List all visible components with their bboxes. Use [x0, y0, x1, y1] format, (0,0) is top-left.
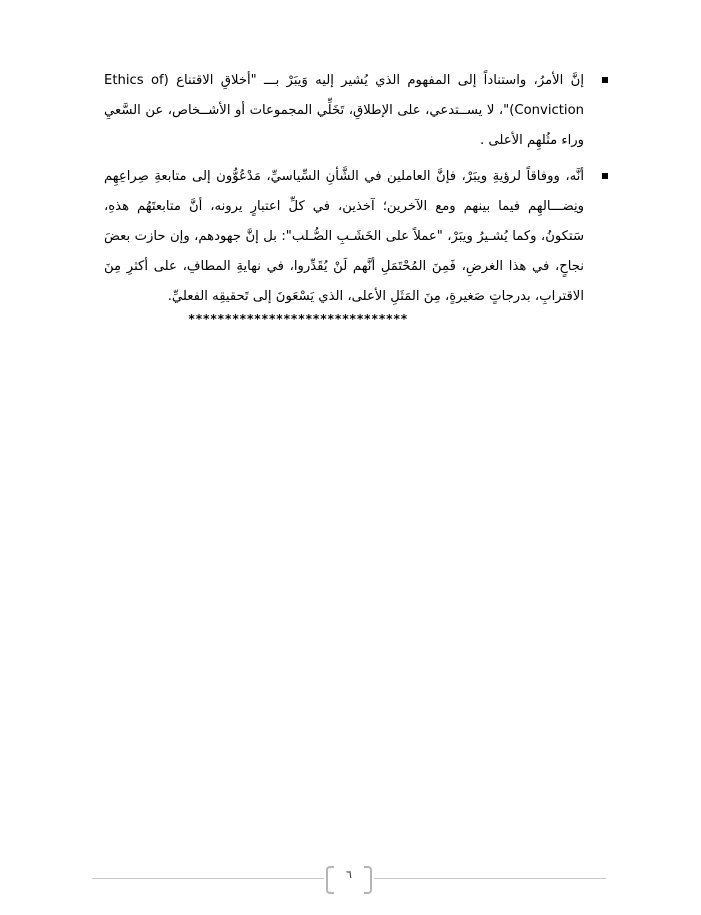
bullet-list [104, 66, 584, 312]
document-body [104, 66, 584, 318]
bullet-text: إنَّ الأمرُ، واستناداً إلى المفهوم الذي يُشير إليه وَيبَرْ بـــ "أخلاقِ الاقتناع (Ethics of Conviction)"، لا يســتدعي، على الإطلاقِ، تَخَلِّي المجموعات أو الأشــخاص، عن السَّعيِ وراء مثُلهِم الأعلى . [104, 73, 584, 148]
bullet-item [104, 66, 584, 156]
square-bullet-icon [602, 77, 608, 83]
bullet-text: أنَّه، ووفاقاً لرؤيةِ ويبَرْ، فإنَّ العاملين في الشَّأنِ السِّياسيِّ، مَدْعُوُّون إلى متابعةِ صِراعِهِم ونِضـــالهِم فيما بينهم ومع الآخرين؛ آخذين، في كلِّ اعتبارٍ يرونه، أنَّ متابعتَهُم هذهِ، سَتكونُ، وكما يُشـيرُ ويبَرْ، "عملاً على الخَشَـبِ الصُّـلب": بل إنَّ جهودهم، وإن حازت بعضَ نجاحٍ، في هذا الغرضِ، فَمِنَ المُحْتَمَلِ أنَّهم لَنْ يُقَدِّروا، في نهايةِ المطافِ، على أكثرِ مِنَ الاقترابِ، بدرجاتٍ صَغيرةٍ، مِنَ المَثَلِ الأعلى، الذي يَسْعَونَ إلى تَحقيقِه الفعليِّ. [104, 169, 584, 304]
bullet-item [104, 162, 584, 312]
bracket-right-icon [364, 866, 372, 894]
footer-rule [92, 878, 324, 879]
page-number: ٦ [346, 868, 352, 881]
footer-rule [374, 878, 606, 879]
page-number-frame [326, 866, 372, 892]
square-bullet-icon [602, 173, 608, 179]
page-footer [92, 866, 606, 892]
section-separator: ****************************** [188, 312, 408, 326]
